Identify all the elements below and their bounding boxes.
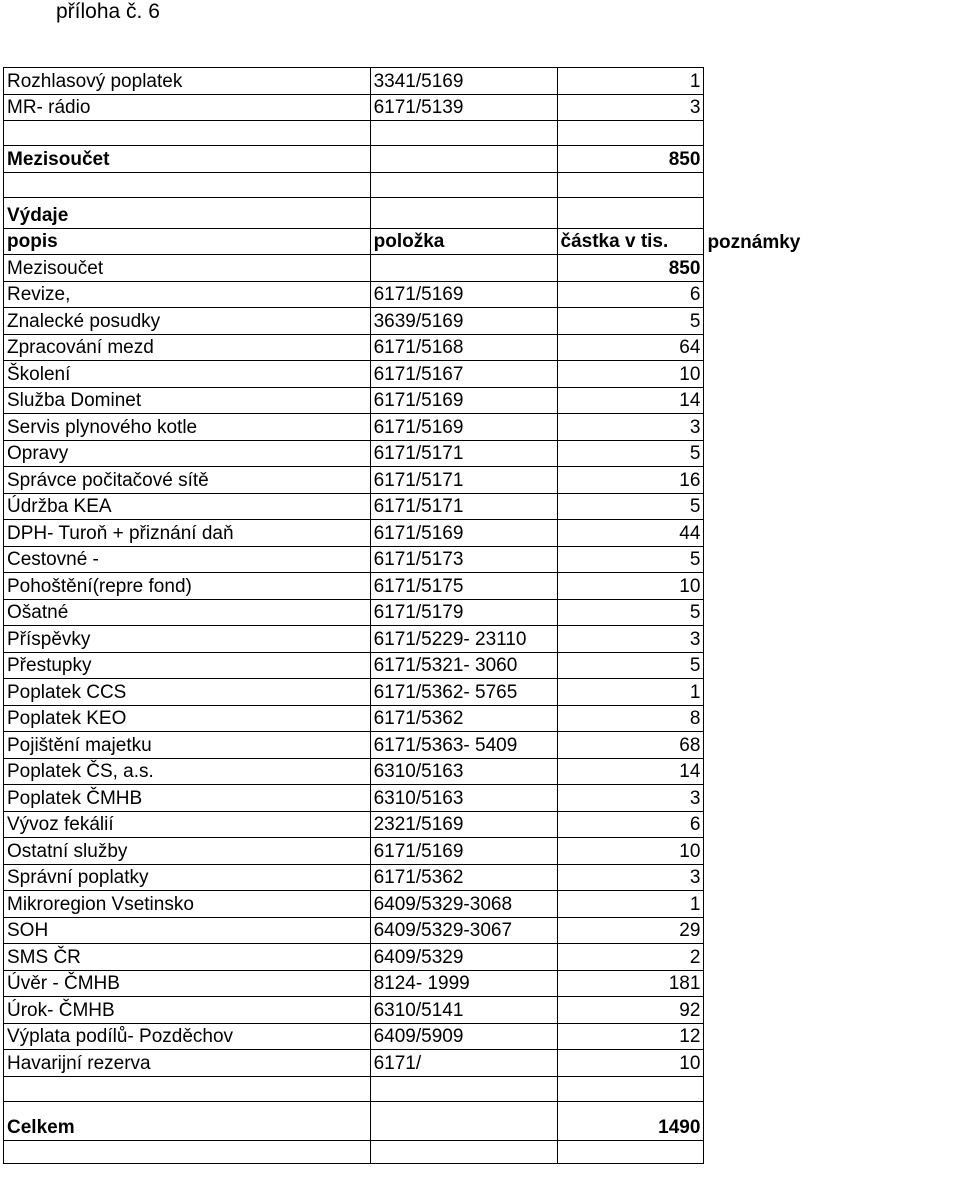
cell-empty — [704, 146, 960, 173]
cell-poznamky — [704, 970, 960, 997]
table-row — [4, 758, 960, 785]
cell-popis: DPH- Turoň + přiznání daň — [4, 520, 371, 547]
cell-polozka: 6310/5141 — [370, 997, 557, 1024]
table-row — [4, 1050, 960, 1077]
cell-castka: 14 — [557, 387, 704, 414]
cell-empty — [704, 1101, 960, 1140]
table-row — [4, 414, 960, 441]
table-row — [4, 705, 960, 732]
subtotal-label: Mezisoučet — [4, 255, 371, 282]
cell-popis: Mikroregion Vsetinsko — [4, 891, 371, 918]
cell-polozka: 6171/5171 — [370, 467, 557, 494]
cell-popis: Zpracování mezd — [4, 334, 371, 361]
cell-castka: 92 — [557, 997, 704, 1024]
cell-poznamky — [704, 758, 960, 785]
cell-polozka: 3341/5169 — [370, 68, 557, 95]
table-row — [4, 970, 960, 997]
cell-poznamky — [704, 599, 960, 626]
cell-castka: 10 — [557, 838, 704, 865]
cell-poznamky — [704, 891, 960, 918]
cell-popis: Vývoz fekálií — [4, 811, 371, 838]
cell-castka: 8 — [557, 705, 704, 732]
cell-poznamky — [704, 917, 960, 944]
table-row — [4, 520, 960, 547]
table-row — [4, 546, 960, 573]
cell-popis: Úrok- ČMHB — [4, 997, 371, 1024]
cell-empty — [370, 1140, 557, 1163]
cell-popis: Havarijní rezerva — [4, 1050, 371, 1077]
cell-empty — [704, 197, 960, 228]
cell-castka: 14 — [557, 758, 704, 785]
cell-poznamky — [704, 1050, 960, 1077]
cell-castka: 181 — [557, 970, 704, 997]
table-row — [4, 308, 960, 335]
cell-castka: 5 — [557, 652, 704, 679]
cell-polozka: 6171/5362 — [370, 864, 557, 891]
cell-castka: 44 — [557, 520, 704, 547]
cell-polozka: 3639/5169 — [370, 308, 557, 335]
table-row — [4, 334, 960, 361]
table-row — [4, 68, 960, 95]
cell-popis: Poplatek ČS, a.s. — [4, 758, 371, 785]
cell-castka: 2 — [557, 944, 704, 971]
cell-popis: Příspěvky — [4, 626, 371, 653]
cell-empty — [557, 121, 704, 146]
cell-empty — [4, 1140, 371, 1163]
cell-polozka: 6171/5363- 5409 — [370, 732, 557, 759]
header-popis: popis — [4, 228, 371, 255]
cell-popis: Služba Dominet — [4, 387, 371, 414]
table-row — [4, 944, 960, 971]
cell-poznamky — [704, 864, 960, 891]
cell-popis: Pojištění majetku — [4, 732, 371, 759]
cell-castka: 16 — [557, 467, 704, 494]
cell-poznamky — [704, 679, 960, 706]
cell-poznamky — [704, 626, 960, 653]
cell-polozka: 6310/5163 — [370, 785, 557, 812]
cell-castka: 1 — [557, 68, 704, 95]
cell-poznamky — [704, 1023, 960, 1050]
cell-empty — [370, 197, 557, 228]
cell-polozka: 6171/5169 — [370, 520, 557, 547]
cell-poznamky — [704, 94, 960, 121]
cell-poznamky — [704, 573, 960, 600]
total-value: 1490 — [557, 1101, 704, 1140]
cell-empty — [370, 172, 557, 197]
blank-row — [4, 1076, 960, 1101]
cell-polozka: 6409/5329-3068 — [370, 891, 557, 918]
cell-empty — [4, 1076, 371, 1101]
cell-poznamky — [704, 811, 960, 838]
cell-polozka: 6171/5175 — [370, 573, 557, 600]
table-row — [4, 652, 960, 679]
cell-poznamky — [704, 308, 960, 335]
subtotal-row — [4, 146, 960, 173]
cell-popis: Poplatek ČMHB — [4, 785, 371, 812]
cell-empty — [370, 121, 557, 146]
cell-castka: 68 — [557, 732, 704, 759]
cell-poznamky — [704, 838, 960, 865]
cell-popis: Opravy — [4, 440, 371, 467]
cell-poznamky — [704, 440, 960, 467]
cell-poznamky — [704, 997, 960, 1024]
cell-castka: 6 — [557, 281, 704, 308]
cell-empty — [557, 1076, 704, 1101]
cell-popis: Úvěr - ČMHB — [4, 970, 371, 997]
cell-poznamky — [704, 705, 960, 732]
cell-polozka: 6171/5173 — [370, 546, 557, 573]
cell-empty — [370, 1076, 557, 1101]
table-row — [4, 387, 960, 414]
cell-poznamky — [704, 493, 960, 520]
cell-poznamky — [704, 467, 960, 494]
header-polozka: položka — [370, 228, 557, 255]
cell-polozka: 6171/5169 — [370, 281, 557, 308]
cell-poznamky — [704, 414, 960, 441]
cell-polozka: 6171/5168 — [370, 334, 557, 361]
cell-castka: 3 — [557, 414, 704, 441]
cell-poznamky — [704, 68, 960, 95]
cell-polozka: 6171/5139 — [370, 94, 557, 121]
cell-popis: MR- rádio — [4, 94, 371, 121]
cell-castka: 3 — [557, 94, 704, 121]
cell-castka: 64 — [557, 334, 704, 361]
cell-polozka: 6171/5171 — [370, 440, 557, 467]
cell-poznamky — [704, 546, 960, 573]
cell-castka: 12 — [557, 1023, 704, 1050]
cell-castka: 3 — [557, 864, 704, 891]
table-row — [4, 1023, 960, 1050]
cell-poznamky — [704, 281, 960, 308]
cell-polozka: 6171/5169 — [370, 414, 557, 441]
cell-popis: Rozhlasový poplatek — [4, 68, 371, 95]
cell-empty — [704, 121, 960, 146]
cell-popis: SMS ČR — [4, 944, 371, 971]
table-row — [4, 467, 960, 494]
subtotal-value: 850 — [557, 146, 704, 173]
table-row — [4, 917, 960, 944]
cell-poznamky — [704, 361, 960, 388]
cell-polozka: 6171/5169 — [370, 387, 557, 414]
cell-polozka: 6409/5329-3067 — [370, 917, 557, 944]
cell-polozka: 6409/5909 — [370, 1023, 557, 1050]
cell-polozka: 6171/5362- 5765 — [370, 679, 557, 706]
table-row — [4, 573, 960, 600]
table-row — [4, 626, 960, 653]
blank-row — [4, 1140, 960, 1163]
cell-poznamky — [704, 334, 960, 361]
cell-empty — [4, 172, 371, 197]
table-row — [4, 838, 960, 865]
cell-polozka: 6310/5163 — [370, 758, 557, 785]
header-row — [4, 228, 960, 255]
cell-castka: 5 — [557, 599, 704, 626]
cell-popis: Pohoštění(repre fond) — [4, 573, 371, 600]
cell-poznamky — [704, 944, 960, 971]
cell-castka: 5 — [557, 493, 704, 520]
page-label: příloha č. 6 — [56, 0, 160, 23]
cell-castka: 6 — [557, 811, 704, 838]
cell-empty — [704, 255, 960, 282]
cell-empty — [704, 172, 960, 197]
cell-castka: 5 — [557, 546, 704, 573]
cell-popis: Ošatné — [4, 599, 371, 626]
blank-row — [4, 121, 960, 146]
cell-popis: Poplatek KEO — [4, 705, 371, 732]
cell-poznamky — [704, 732, 960, 759]
table-row — [4, 811, 960, 838]
cell-popis: Revize, — [4, 281, 371, 308]
cell-polozka: 6171/5179 — [370, 599, 557, 626]
cell-polozka: 6171/5229- 23110 — [370, 626, 557, 653]
cell-castka: 1 — [557, 679, 704, 706]
total-row — [4, 1101, 960, 1140]
cell-empty — [557, 172, 704, 197]
cell-popis: Poplatek CCS — [4, 679, 371, 706]
table-row — [4, 864, 960, 891]
section-title-row — [4, 197, 960, 228]
cell-castka: 3 — [557, 785, 704, 812]
subtotal-row — [4, 255, 960, 282]
table-row — [4, 732, 960, 759]
cell-castka: 10 — [557, 361, 704, 388]
table-row — [4, 997, 960, 1024]
header-castka: částka v tis. — [557, 228, 704, 255]
cell-polozka: 8124- 1999 — [370, 970, 557, 997]
section-title: Výdaje — [4, 197, 371, 228]
cell-empty — [557, 197, 704, 228]
cell-empty — [4, 121, 371, 146]
cell-poznamky — [704, 520, 960, 547]
table-row — [4, 440, 960, 467]
cell-popis: Cestovné - — [4, 546, 371, 573]
table-row — [4, 679, 960, 706]
header-poznamky: poznámky — [704, 228, 960, 255]
subtotal-value: 850 — [557, 255, 704, 282]
cell-castka: 29 — [557, 917, 704, 944]
cell-popis: Správce počitačové sítě — [4, 467, 371, 494]
cell-empty — [370, 1101, 557, 1140]
cell-polozka: 6171/5321- 3060 — [370, 652, 557, 679]
table-row — [4, 493, 960, 520]
cell-popis: Správní poplatky — [4, 864, 371, 891]
table-row — [4, 281, 960, 308]
table-row — [4, 891, 960, 918]
cell-castka: 5 — [557, 308, 704, 335]
cell-popis: SOH — [4, 917, 371, 944]
cell-empty — [370, 146, 557, 173]
cell-popis: Ostatní služby — [4, 838, 371, 865]
cell-castka: 1 — [557, 891, 704, 918]
table-row — [4, 785, 960, 812]
cell-poznamky — [704, 785, 960, 812]
cell-castka: 10 — [557, 573, 704, 600]
cell-polozka: 6171/ — [370, 1050, 557, 1077]
cell-empty — [704, 1076, 960, 1101]
cell-popis: Výplata podílů- Pozděchov — [4, 1023, 371, 1050]
cell-polozka: 6171/5362 — [370, 705, 557, 732]
cell-castka: 5 — [557, 440, 704, 467]
subtotal-label: Mezisoučet — [4, 146, 371, 173]
cell-popis: Servis plynového kotle — [4, 414, 371, 441]
cell-empty — [704, 1140, 960, 1163]
cell-empty — [370, 255, 557, 282]
cell-poznamky — [704, 387, 960, 414]
total-label: Celkem — [4, 1101, 371, 1140]
blank-row — [4, 172, 960, 197]
cell-polozka: 6171/5167 — [370, 361, 557, 388]
cell-popis: Údržba KEA — [4, 493, 371, 520]
cell-polozka: 6409/5329 — [370, 944, 557, 971]
cell-polozka: 6171/5171 — [370, 493, 557, 520]
budget-table-body — [4, 68, 960, 1164]
budget-table — [3, 67, 960, 1164]
cell-castka: 10 — [557, 1050, 704, 1077]
cell-popis: Školení — [4, 361, 371, 388]
table-row — [4, 94, 960, 121]
cell-popis: Znalecké posudky — [4, 308, 371, 335]
cell-empty — [557, 1140, 704, 1163]
table-row — [4, 361, 960, 388]
cell-castka: 3 — [557, 626, 704, 653]
cell-polozka: 2321/5169 — [370, 811, 557, 838]
cell-polozka: 6171/5169 — [370, 838, 557, 865]
cell-popis: Přestupky — [4, 652, 371, 679]
cell-poznamky — [704, 652, 960, 679]
table-row — [4, 599, 960, 626]
